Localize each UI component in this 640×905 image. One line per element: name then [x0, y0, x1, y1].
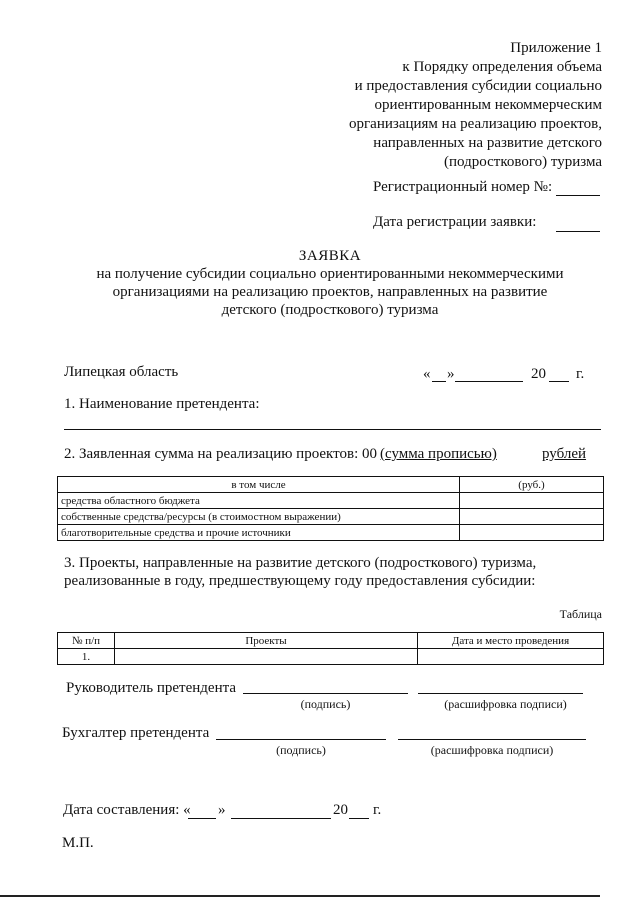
accountant-decode-field[interactable]	[398, 739, 586, 740]
currency-label: рублей	[542, 446, 587, 462]
projects-table	[57, 632, 604, 665]
row-value[interactable]	[460, 509, 604, 525]
row-label: благотворительные средства и прочие источники	[58, 525, 460, 541]
table-row	[58, 649, 604, 665]
table-row	[58, 493, 604, 509]
row-number: 1.	[58, 649, 115, 665]
head-signature-caption: (подпись)	[300, 697, 351, 711]
compile-date-close: »	[218, 802, 226, 818]
head-label: Руководитель претендента	[66, 680, 237, 696]
registration-date-label: Дата регистрации заявки:	[373, 214, 537, 230]
appendix-line-2: к Порядку определения объема	[402, 59, 602, 75]
head-decode-caption: (расшифровка подписи)	[444, 697, 567, 711]
table-caption: Таблица	[559, 607, 602, 621]
funding-sources-table	[57, 476, 604, 541]
head-decode-field[interactable]	[418, 693, 583, 694]
section3-line-1: 3. Проекты, направленные на развитие детского (подросткового) туризма,	[64, 555, 537, 571]
region-label: Липецкая область	[64, 364, 179, 380]
accountant-signature-caption: (подпись)	[276, 743, 326, 757]
title-line-3: детского (подросткового) туризма	[221, 302, 439, 318]
row-project[interactable]	[115, 649, 418, 665]
header-projects: Проекты	[115, 633, 418, 649]
section1-label: 1. Наименование претендента:	[64, 396, 260, 412]
compile-year-prefix: 20	[333, 802, 348, 818]
title-line-1: на получение субсидии социально ориентированными некоммерческими	[96, 266, 564, 282]
date-day-field	[432, 381, 446, 382]
table-row	[58, 525, 604, 541]
accountant-signature-field[interactable]	[216, 739, 386, 740]
applicant-name-field	[64, 429, 601, 430]
date-year-prefix: 20	[531, 366, 546, 382]
appendix-line-3: и предоставления субсидии социально	[354, 78, 602, 94]
date-quote-open: «	[423, 366, 431, 382]
appendix-line-4: ориентированным некоммерческим	[374, 97, 602, 113]
compile-year-suffix: г.	[373, 802, 382, 818]
document-title: ЗАЯВКА	[298, 248, 362, 264]
accountant-decode-caption: (расшифровка подписи)	[430, 743, 554, 757]
date-month-field	[455, 381, 523, 382]
table-row	[58, 509, 604, 525]
compile-year-field[interactable]	[349, 818, 369, 819]
row-label: собственные средства/ресурсы (в стоимостном выражении)	[58, 509, 460, 525]
section3-line-2: реализованные в году, предшествующему году предоставления субсидии:	[64, 573, 536, 589]
registration-number-field	[556, 195, 600, 196]
appendix-line-5: организациям на реализацию проектов,	[349, 116, 602, 132]
date-year-field	[549, 381, 569, 382]
accountant-label: Бухгалтер претендента	[62, 725, 210, 741]
row-value[interactable]	[460, 525, 604, 541]
compile-date-label: Дата составления: «	[63, 802, 191, 818]
title-line-2: организациями на реализацию проектов, направленных на развитие	[112, 284, 548, 300]
row-date-place[interactable]	[418, 649, 604, 665]
header-including: в том числе	[58, 477, 460, 493]
appendix-line-7: (подросткового) туризма	[444, 154, 602, 170]
row-value[interactable]	[460, 493, 604, 509]
compile-day-field[interactable]	[188, 818, 216, 819]
table-header-row	[58, 477, 604, 493]
compile-month-field[interactable]	[231, 818, 331, 819]
appendix-line-1: Приложение 1	[510, 40, 602, 56]
stamp-place: М.П.	[62, 835, 94, 851]
header-number: № п/п	[58, 633, 115, 649]
header-date-place: Дата и место проведения	[418, 633, 604, 649]
date-year-suffix: г.	[576, 366, 585, 382]
amount-in-words: (сумма прописью)	[380, 446, 497, 462]
registration-number-label: Регистрационный номер №:	[373, 179, 553, 195]
head-signature-field[interactable]	[243, 693, 408, 694]
appendix-line-6: направленных на развитие детского	[373, 135, 602, 151]
date-quote-close: »	[447, 366, 455, 382]
section2-label: 2. Заявленная сумма на реализацию проектов: 00	[64, 446, 378, 462]
page-bottom-edge	[0, 895, 600, 897]
row-label: средства областного бюджета	[58, 493, 460, 509]
header-rub: (руб.)	[460, 477, 604, 493]
registration-date-field	[556, 231, 600, 232]
table-header-row	[58, 633, 604, 649]
